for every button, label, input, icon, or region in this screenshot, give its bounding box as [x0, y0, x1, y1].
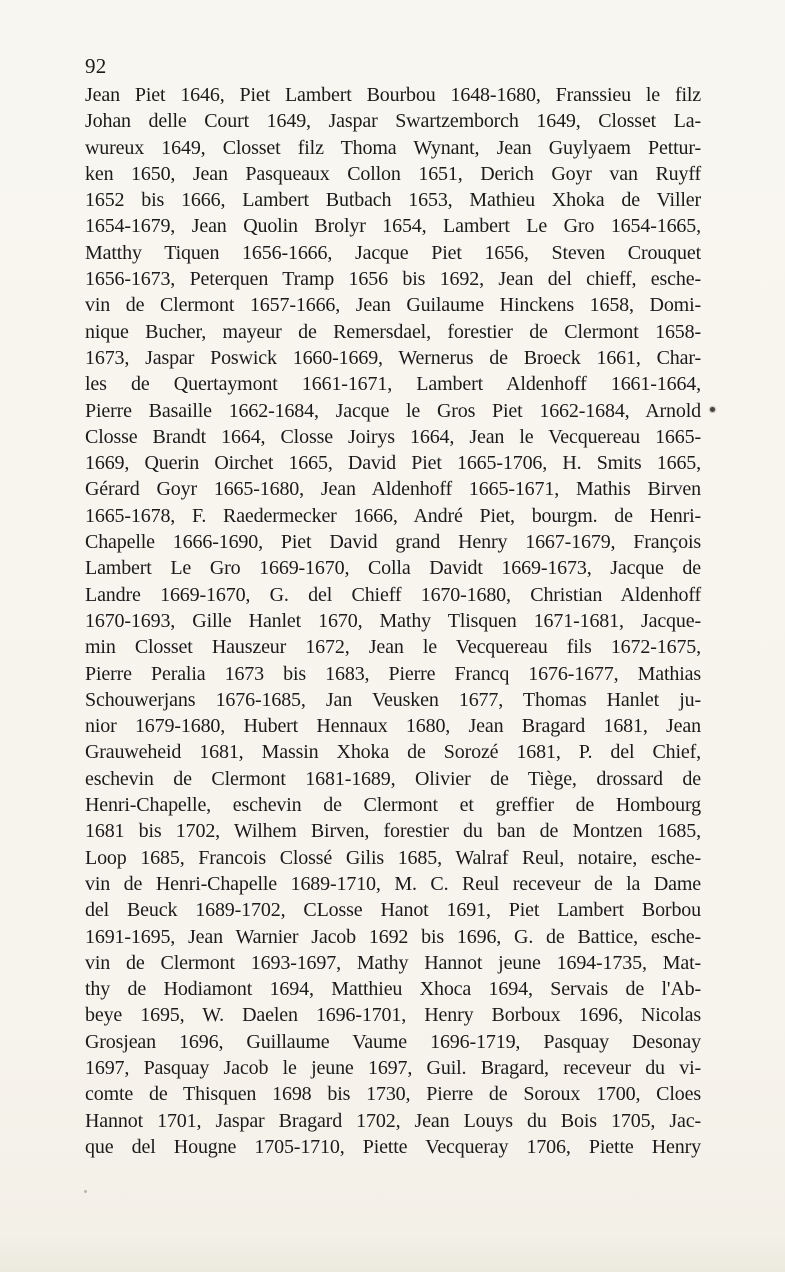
text-line: min Closset Hauszeur 1672, Jean le Vecquereau fils 1672-1675,: [85, 636, 701, 659]
text-line: nique Bucher, mayeur de Remersdael, forestier de Clermont 1658-: [85, 320, 701, 343]
page-number: 92: [85, 54, 107, 78]
text-line: les de Quertaymont 1661-1671, Lambert Aldenhoff 1661-1664,: [85, 373, 701, 396]
text-line: 1665-1678, F. Raedermecker 1666, André Piet, bourgm. de Henri-: [85, 504, 701, 527]
text-line: nior 1679-1680, Hubert Hennaux 1680, Jean Bragard 1681, Jean: [85, 715, 701, 738]
text-line: Closse Brandt 1664, Closse Joirys 1664, Jean le Vecquereau 1665-: [85, 425, 701, 448]
text-line: Schouwerjans 1676-1685, Jan Veusken 1677, Thomas Hanlet ju-: [85, 688, 701, 711]
text-line: 1673, Jaspar Poswick 1660-1669, Wernerus de Broeck 1661, Char-: [85, 346, 701, 369]
text-line: vin de Clermont 1693-1697, Mathy Hannot jeune 1694-1735, Mat-: [85, 951, 701, 974]
text-line: Pierre Peralia 1673 bis 1683, Pierre Francq 1676-1677, Mathias: [85, 662, 701, 685]
text-line: wureux 1649, Closset filz Thoma Wynant, Jean Guylyaem Pettur-: [85, 136, 701, 159]
paper-speck: [710, 407, 715, 412]
text-line: del Beuck 1689-1702, CLosse Hanot 1691, Piet Lambert Borbou: [85, 899, 701, 922]
text-line: Chapelle 1666-1690, Piet David grand Henry 1667-1679, François: [85, 531, 701, 554]
text-line: Henri-Chapelle, eschevin de Clermont et greffier de Hombourg: [85, 794, 701, 817]
text-line: 1669, Querin Oirchet 1665, David Piet 1665-1706, H. Smits 1665,: [85, 452, 701, 475]
text-line: eschevin de Clermont 1681-1689, Olivier de Tiège, drossard de: [85, 767, 701, 790]
text-line: que del Hougne 1705-1710, Piette Vecqueray 1706, Piette Henry: [85, 1135, 701, 1158]
text-line: Landre 1669-1670, G. del Chieff 1670-1680, Christian Aldenhoff: [85, 583, 701, 606]
text-line: vin de Henri-Chapelle 1689-1710, M. C. Reul receveur de la Dame: [85, 872, 701, 895]
text-line: Pierre Basaille 1662-1684, Jacque le Gros Piet 1662-1684, Arnold: [85, 399, 701, 422]
body-text: [85, 82, 701, 1160]
text-line: Grauweheid 1681, Massin Xhoka de Sorozé 1681, P. del Chief,: [85, 741, 701, 764]
text-line: vin de Clermont 1657-1666, Jean Guilaume Hinckens 1658, Domi-: [85, 294, 701, 317]
text-line: 1654-1679, Jean Quolin Brolyr 1654, Lambert Le Gro 1654-1665,: [85, 215, 701, 238]
text-block: [85, 53, 701, 1160]
text-line: Johan delle Court 1649, Jaspar Swartzemborch 1649, Closset La-: [85, 110, 701, 133]
paper-speck: [84, 1190, 87, 1193]
text-line: 1681 bis 1702, Wilhem Birven, forestier du ban de Montzen 1685,: [85, 820, 701, 843]
text-line: comte de Thisquen 1698 bis 1730, Pierre de Soroux 1700, Cloes: [85, 1083, 701, 1106]
text-line: 1697, Pasquay Jacob le jeune 1697, Guil. Bragard, receveur du vi-: [85, 1056, 701, 1079]
text-line: 1691-1695, Jean Warnier Jacob 1692 bis 1696, G. de Battice, esche-: [85, 925, 701, 948]
text-line: Lambert Le Gro 1669-1670, Colla Davidt 1669-1673, Jacque de: [85, 557, 701, 580]
text-line: 1670-1693, Gille Hanlet 1670, Mathy Tlisquen 1671-1681, Jacque-: [85, 609, 701, 632]
text-line: Grosjean 1696, Guillaume Vaume 1696-1719, Pasquay Desonay: [85, 1030, 701, 1053]
text-line: 1656-1673, Peterquen Tramp 1656 bis 1692, Jean del chieff, esche-: [85, 268, 701, 291]
text-line: Hannot 1701, Jaspar Bragard 1702, Jean Louys du Bois 1705, Jac-: [85, 1109, 701, 1132]
text-line: 1652 bis 1666, Lambert Butbach 1653, Mathieu Xhoka de Viller: [85, 189, 701, 212]
text-line: beye 1695, W. Daelen 1696-1701, Henry Borboux 1696, Nicolas: [85, 1004, 701, 1027]
text-line: Gérard Goyr 1665-1680, Jean Aldenhoff 1665-1671, Mathis Birven: [85, 478, 701, 501]
text-line: ken 1650, Jean Pasqueaux Collon 1651, Derich Goyr van Ruyff: [85, 162, 701, 185]
text-line: thy de Hodiamont 1694, Matthieu Xhoca 1694, Servais de l'Ab-: [85, 978, 701, 1001]
text-line: Loop 1685, Francois Clossé Gilis 1685, Walraf Reul, notaire, esche-: [85, 846, 701, 869]
text-line: Jean Piet 1646, Piet Lambert Bourbou 1648-1680, Franssieu le filz: [85, 84, 701, 106]
text-line: Matthy Tiquen 1656-1666, Jacque Piet 1656, Steven Crouquet: [85, 241, 701, 264]
